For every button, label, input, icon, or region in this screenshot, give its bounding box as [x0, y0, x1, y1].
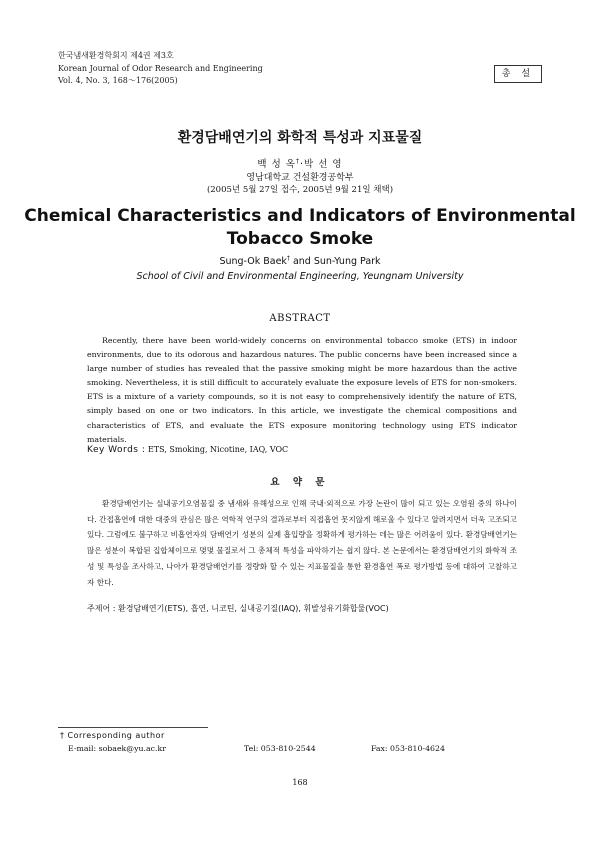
contact-email: E-mail: sobaek@yu.ac.kr	[68, 744, 166, 753]
contact-fax: Fax: 053-810-4624	[371, 744, 445, 753]
korean-keywords-text: 환경담배연기(ETS), 흡연, 니코틴, 실내공기질(IAQ), 휘발성유기화합물(VOC)	[117, 604, 389, 613]
contact-tel: Tel: 053-810-2544	[244, 744, 316, 753]
author-separator: ·	[299, 159, 305, 170]
english-author-1: Sung-Ok Baek	[219, 256, 287, 268]
abstract-body: Recently, there have been world-widely concerns on environmental tobacco smoke (ETS) in indoor environments, due to its odorous and hazardous natures. The public concerns have been increased since a large number of studies has revealed that the passive smoking might be more hazardous than the active smoking. Nevertheless, it is still difficult to accurately evaluate the exposure levels of ETS for non-smokers. ETS is a mixture of a variety compounds, so it is not easy to comprehensively identify the nature of ETS, simply based on one or two indicators. In this article, we investigate the chemical compositions and characteristics of ETS, and evaluate the ETS exposure monitoring technology using ETS indicator materials.	[87, 336, 517, 444]
english-dagger: †	[286, 255, 290, 262]
journal-english-name: Korean Journal of Odor Research and Engineering	[58, 63, 263, 73]
corresponding-dagger: †	[295, 157, 300, 165]
korean-affiliation: 영남대학교 건설환경공학부	[246, 173, 354, 183]
english-authors	[0, 255, 600, 267]
english-affiliation: School of Civil and Environmental Engineering, Yeungnam University	[136, 271, 464, 282]
article-type-badge: 총 설	[494, 65, 542, 83]
english-title	[0, 205, 600, 251]
journal-volume-info: Vol. 4, No. 3, 168～176(2005)	[58, 76, 178, 85]
corresponding-author-label: † Corresponding author	[60, 731, 165, 740]
page-number: 168	[292, 778, 308, 787]
korean-keywords-line	[87, 603, 389, 614]
korean-abstract-heading: 요 약 문	[270, 477, 330, 488]
korean-abstract-body: 환경담배연기는 실내공기오염물질 중 냄새와 유해성으로 인해 국내·외적으로 가장 논란이 많이 되고 있는 오염원 중의 하나이다. 간접흡연에 대한 대중의 관심은 많은 역학적 연구의 결과로부터 직접흡연 못지않게 해로울 수 있다고 알려지면서 더욱 고조되고 있다. 그럼에도 불구하고 비흡연자의 담배연기 성분의 실제 흡입량을 정확하게 평가하는 데는 많은 어려움이 있다. 환경담배연기는 많은 성분이 복합된 집합체이므로 몇몇 물질로서 그 총체적 특성을 파악하기는 쉽지 않다. 본 논문에서는 환경담배연기의 화학적 조성 및 특성을 조사하고, 나아가 환경담배연기를 정량화 할 수 있는 지표물질을 통한 환경흡연 폭로 평가방법 등에 대하여 고찰하고자 한다.	[87, 499, 517, 587]
korean-authors	[0, 156, 600, 170]
korean-keywords-label: 주제어 :	[87, 604, 116, 613]
korean-title: 환경담배연기의 화학적 특성과 지표물질	[177, 130, 423, 146]
footnote-label	[60, 729, 165, 742]
english-author-2: and Sun-Yung Park	[292, 256, 381, 268]
korean-author-1: 백 성 옥	[257, 159, 296, 170]
korean-author-2: 박 선 영	[304, 159, 343, 170]
keywords-line	[87, 445, 288, 455]
journal-korean-name: 한국냄새환경학회지 제4권 제3호	[58, 51, 174, 60]
keywords-text: ETS, Smoking, Nicotine, IAQ, VOC	[147, 445, 289, 454]
journal-header	[58, 50, 263, 88]
keywords-label: Key Words :	[87, 445, 146, 455]
received-dates: (2005년 5월 27일 접수, 2005년 9월 21일 채택)	[206, 185, 394, 195]
abstract-heading: ABSTRACT	[269, 313, 331, 324]
english-title-line-2: Tobacco Smoke	[226, 229, 374, 249]
english-title-line-1: Chemical Characteristics and Indicators of Environmental	[24, 206, 576, 226]
footnote-divider	[58, 727, 208, 728]
